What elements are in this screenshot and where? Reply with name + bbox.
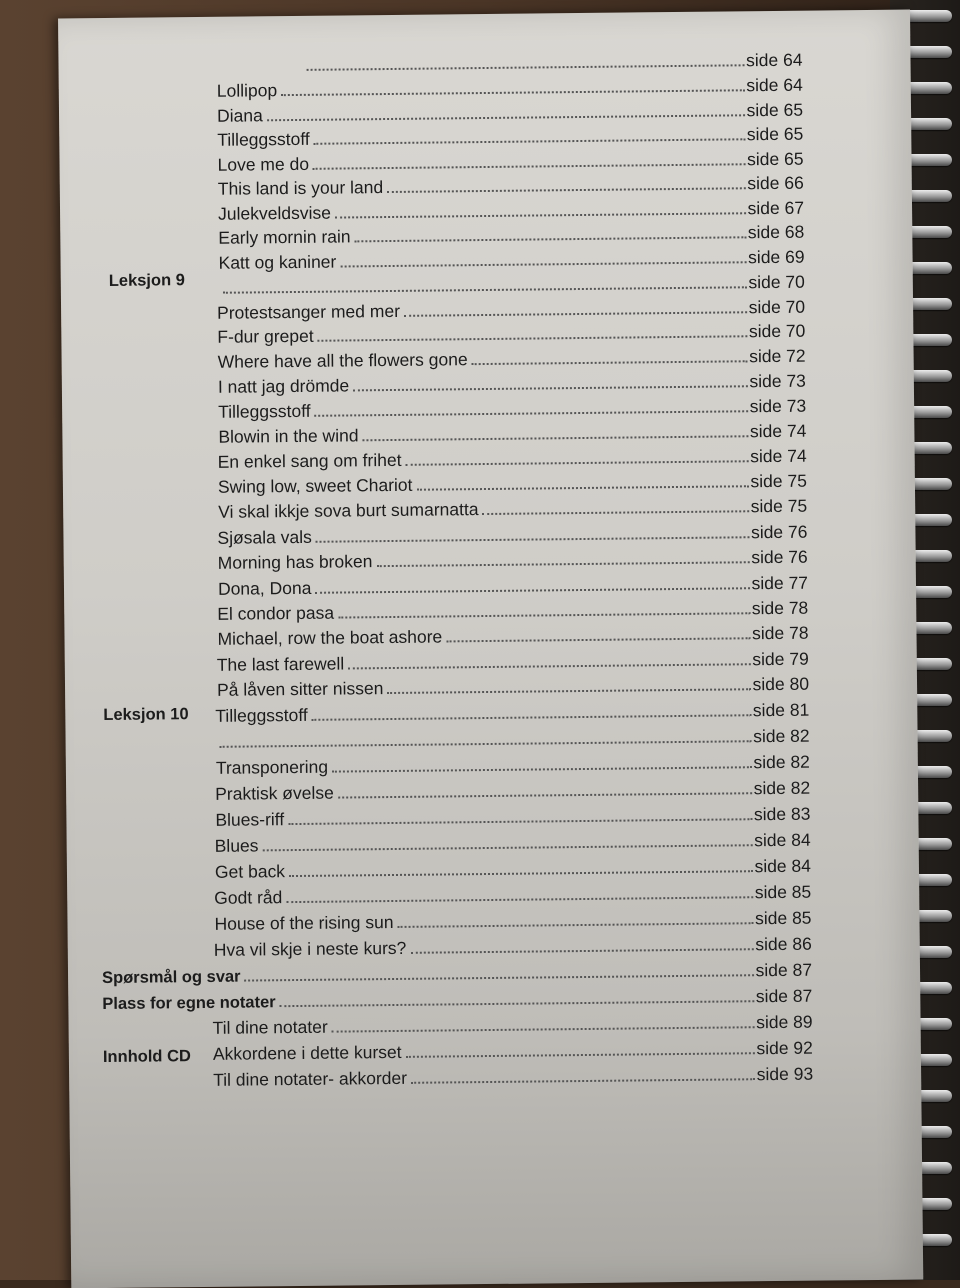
dot-leader xyxy=(355,236,746,242)
toc-entry xyxy=(215,725,809,753)
toc-entry-title: Blues xyxy=(215,834,262,856)
toc-entry-title: Morning has broken xyxy=(218,550,376,574)
dot-leader xyxy=(446,637,750,642)
toc-entry xyxy=(218,370,806,398)
toc-entry-title: Transponering xyxy=(216,756,331,779)
toc-entry-page: side 81 xyxy=(752,699,810,722)
toc-entry-page: side 78 xyxy=(751,622,809,645)
dot-leader xyxy=(404,311,747,317)
toc-entry xyxy=(302,49,802,76)
toc-entry-title: Vi skal ikkje sova burt sumarnatta xyxy=(218,498,482,523)
toc-entry xyxy=(218,246,804,274)
toc-entry xyxy=(218,197,804,225)
toc-entry xyxy=(215,829,811,857)
dot-leader xyxy=(281,89,744,96)
toc-entry-page: side 85 xyxy=(754,881,812,904)
dot-leader xyxy=(315,587,749,594)
section-heading-leksjon-9: Leksjon 9 xyxy=(109,271,185,291)
toc-entry-title: Diana xyxy=(217,104,266,127)
toc-entry-page: side 79 xyxy=(751,648,809,671)
toc-entry-page: side 84 xyxy=(753,829,811,852)
toc-entry-title: En enkel sang om frihet xyxy=(218,449,405,473)
toc-entry-title: Akkordene i dette kurset xyxy=(213,1041,405,1065)
toc-entry xyxy=(215,777,810,805)
toc-entry xyxy=(217,597,808,625)
toc-entry xyxy=(215,699,809,727)
toc-entry-page: side 92 xyxy=(755,1037,813,1060)
dot-leader xyxy=(263,844,753,851)
dot-leader xyxy=(332,766,751,772)
dot-leader xyxy=(312,714,751,721)
toc-entry xyxy=(102,959,812,989)
toc-entry-page: side 93 xyxy=(756,1063,814,1086)
toc-entry-title: Tilleggsstoff xyxy=(215,704,311,727)
dot-leader xyxy=(376,561,749,567)
dot-leader xyxy=(340,261,746,267)
dot-leader xyxy=(387,688,750,694)
dot-leader xyxy=(406,1052,755,1058)
toc-entry-title: Swing low, sweet Chariot xyxy=(218,474,416,498)
toc-entry-page: side 65 xyxy=(746,123,804,146)
dot-leader xyxy=(353,385,747,391)
book-page xyxy=(58,10,923,1288)
toc-entry-page: side 70 xyxy=(747,271,805,294)
table-of-contents xyxy=(58,10,921,1119)
toc-entry xyxy=(215,803,810,831)
toc-entry xyxy=(212,1011,812,1039)
toc-entry-page: side 77 xyxy=(750,572,808,595)
toc-entry xyxy=(217,521,807,549)
toc-entry-page: side 75 xyxy=(750,495,808,518)
toc-entry-title: Lollipop xyxy=(217,79,281,102)
toc-entry-page: side 72 xyxy=(748,345,806,368)
toc-entry xyxy=(214,907,811,935)
dot-leader xyxy=(483,510,749,515)
dot-leader xyxy=(363,435,748,441)
toc-entry-page: side 64 xyxy=(745,49,803,72)
toc-entry xyxy=(219,271,805,299)
dot-leader xyxy=(318,335,747,341)
toc-entry-title: El condor pasa xyxy=(217,602,337,625)
toc-entry-page: side 76 xyxy=(750,521,808,544)
toc-entry-title: The last farewell xyxy=(217,652,348,675)
toc-entry-title: I natt jag drömde xyxy=(218,374,353,397)
toc-entry xyxy=(218,420,806,448)
toc-entry-title: Blowin in the wind xyxy=(218,424,361,447)
toc-entry-title: Tilleggsstoff xyxy=(218,400,314,423)
toc-entry xyxy=(217,673,809,701)
toc-entry-title: Tilleggsstoff xyxy=(217,128,313,151)
dot-leader xyxy=(387,187,745,193)
toc-entry xyxy=(217,74,803,102)
toc-entry xyxy=(213,1063,813,1091)
toc-entry-page: side 70 xyxy=(748,320,806,343)
toc-entry xyxy=(217,648,809,676)
dot-leader xyxy=(398,922,754,928)
section-heading-leksjon-10: Leksjon 10 xyxy=(103,705,188,725)
toc-entry xyxy=(213,1037,813,1065)
toc-entry xyxy=(217,320,805,348)
toc-entry-page: side 73 xyxy=(748,370,806,393)
dot-leader xyxy=(411,1078,755,1084)
dot-leader xyxy=(280,1000,754,1007)
toc-entry xyxy=(218,546,808,574)
toc-entry-page: side 76 xyxy=(750,546,808,569)
dot-leader xyxy=(313,163,745,170)
toc-entry-title: Spørsmål og svar xyxy=(102,966,244,989)
toc-entry-page: side 86 xyxy=(754,933,812,956)
toc-entry-title: House of the rising sun xyxy=(214,911,396,935)
toc-entry-title: Til dine notater xyxy=(212,1016,330,1039)
toc-entry-page: side 85 xyxy=(754,907,812,930)
toc-entry-page: side 74 xyxy=(749,420,807,443)
toc-entry-title: Praktisk øvelse xyxy=(215,782,337,805)
toc-entry-title: Til dine notater- akkorder xyxy=(213,1067,410,1091)
toc-entry-title: Hva vil skje i neste kurs? xyxy=(214,937,410,961)
dot-leader xyxy=(332,1026,754,1032)
dot-leader xyxy=(338,792,752,798)
toc-entry-page: side 82 xyxy=(752,751,810,774)
toc-entry-page: side 69 xyxy=(747,246,805,269)
toc-entry-page: side 64 xyxy=(745,74,803,97)
dot-leader xyxy=(289,870,753,877)
toc-entry-page: side 73 xyxy=(749,395,807,418)
toc-entry-title: Love me do xyxy=(217,153,312,176)
toc-entry-title: F-dur grepet xyxy=(217,325,317,348)
dot-leader xyxy=(267,114,745,121)
toc-entry-title: Early mornin rain xyxy=(218,225,354,248)
toc-entry xyxy=(218,172,804,200)
dot-leader xyxy=(223,286,747,293)
toc-entry xyxy=(102,985,812,1015)
dot-leader xyxy=(417,485,749,490)
toc-entry xyxy=(215,855,811,883)
dot-leader xyxy=(472,360,748,365)
dot-leader xyxy=(335,212,746,218)
toc-entry xyxy=(214,933,812,961)
toc-entry-page: side 65 xyxy=(745,99,803,122)
dot-leader xyxy=(316,536,749,543)
toc-entry-page: side 67 xyxy=(746,197,804,220)
toc-entry xyxy=(217,148,803,176)
toc-entry xyxy=(218,221,804,249)
toc-entry-title: Dona, Dona xyxy=(218,577,315,600)
toc-entry-title: Katt og kaniner xyxy=(218,251,339,274)
dot-leader xyxy=(410,948,753,954)
toc-entry-page: side 65 xyxy=(746,148,804,171)
toc-entry-page: side 74 xyxy=(749,445,807,468)
toc-entry xyxy=(217,622,808,650)
toc-entry-page: side 70 xyxy=(748,296,806,319)
toc-entry-page: side 83 xyxy=(753,803,811,826)
toc-entry xyxy=(216,751,810,779)
toc-entry-title: På låven sitter nissen xyxy=(217,677,387,701)
toc-entry xyxy=(218,345,806,373)
toc-entry xyxy=(218,572,808,600)
toc-entry xyxy=(214,881,811,909)
toc-entry-page: side 87 xyxy=(754,959,812,982)
toc-entry xyxy=(217,123,803,151)
dot-leader xyxy=(315,410,748,417)
toc-entry-page: side 80 xyxy=(751,673,809,696)
dot-leader xyxy=(406,460,749,466)
dot-leader xyxy=(286,896,752,903)
dot-leader xyxy=(288,818,752,825)
toc-entry-title: This land is your land xyxy=(218,176,387,200)
toc-entry-title: Sjøsala vals xyxy=(217,526,315,549)
dot-leader xyxy=(245,974,754,981)
toc-entry-page: side 82 xyxy=(753,777,811,800)
dot-leader xyxy=(338,612,750,618)
toc-entry xyxy=(218,470,807,498)
toc-entry-title: Where have all the flowers gone xyxy=(218,348,471,373)
toc-entry-page: side 89 xyxy=(755,1011,813,1034)
toc-entry-page: side 82 xyxy=(752,725,810,748)
toc-entry-title: Plass for egne notater xyxy=(102,991,279,1015)
toc-entry-title: Blues-riff xyxy=(215,808,287,831)
dot-leader xyxy=(220,740,752,748)
toc-entry-title: Get back xyxy=(215,860,288,883)
toc-entry-page: side 68 xyxy=(747,221,805,244)
toc-entry-page: side 78 xyxy=(751,597,809,620)
toc-entry xyxy=(218,495,807,523)
toc-entry-page: side 75 xyxy=(749,470,807,493)
toc-entry-title: Michael, row the boat ashore xyxy=(217,625,445,649)
toc-entry-title: Protestsanger med mer xyxy=(217,300,403,324)
toc-entry xyxy=(218,395,806,423)
dot-leader xyxy=(314,138,745,145)
toc-entry-page: side 84 xyxy=(753,855,811,878)
toc-entry xyxy=(218,445,807,473)
dot-leader xyxy=(307,64,745,71)
toc-entry-title: Godt råd xyxy=(214,886,285,909)
dot-leader xyxy=(348,663,750,669)
toc-entry-page: side 66 xyxy=(746,172,804,195)
toc-entry-page: side 87 xyxy=(755,985,813,1008)
section-heading-innhold-cd: Innhold CD xyxy=(103,1047,191,1067)
toc-entry-title: Julekveldsvise xyxy=(218,202,334,225)
